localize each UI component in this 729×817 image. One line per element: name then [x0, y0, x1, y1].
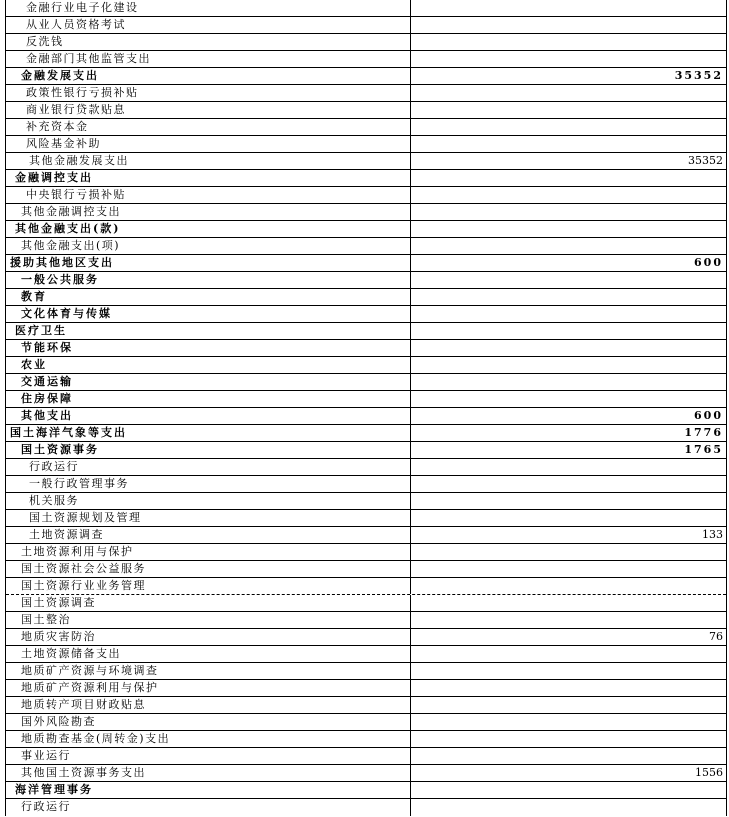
row-value: [411, 663, 726, 679]
row-label: 国外风险勘查: [6, 714, 411, 730]
row-value: [411, 646, 726, 662]
row-label: 金融发展支出: [6, 68, 411, 84]
row-value: [411, 323, 726, 339]
table-row: [6, 306, 726, 323]
row-value: 76: [709, 630, 723, 643]
table-row: [6, 408, 726, 425]
table-row: [6, 272, 726, 289]
row-label: 其他金融支出(款): [6, 221, 411, 237]
row-label: 行政运行: [6, 799, 411, 816]
row-label: 海洋管理事务: [6, 782, 411, 798]
row-label: 其他支出: [6, 408, 411, 424]
row-label: 医疗卫生: [6, 323, 411, 339]
table-row: [6, 799, 726, 816]
row-label: 地质灾害防治: [6, 629, 411, 645]
table-row: [6, 238, 726, 255]
row-label: 土地资源利用与保护: [6, 544, 411, 560]
table-row: [6, 374, 726, 391]
row-label: 其他金融调控支出: [6, 204, 411, 220]
table-row: [6, 714, 726, 731]
table-row: [6, 357, 726, 374]
table-row: [6, 476, 726, 493]
row-value: [411, 306, 726, 322]
row-label: 土地资源储备支出: [6, 646, 411, 662]
row-value: [411, 119, 726, 135]
table-row: [6, 187, 726, 204]
table-row: [6, 34, 726, 51]
row-label: 农业: [6, 357, 411, 373]
table-row: [6, 51, 726, 68]
row-label: 反洗钱: [6, 34, 411, 50]
row-label: 一般公共服务: [6, 272, 411, 288]
table-row: [6, 612, 726, 629]
row-label: 国土资源行业业务管理: [6, 578, 411, 594]
table-row: [6, 680, 726, 697]
table-row: [6, 493, 726, 510]
row-label: 一般行政管理事务: [6, 476, 411, 492]
row-label: 其他金融支出(项): [6, 238, 411, 254]
row-label: 行政运行: [6, 459, 411, 475]
row-value: [411, 17, 726, 33]
row-label: 其他金融发展支出: [6, 153, 411, 169]
row-label: 教育: [6, 289, 411, 305]
table-row: [6, 204, 726, 221]
row-value: [411, 612, 726, 628]
row-value: [411, 340, 726, 356]
table-row: [6, 153, 726, 170]
table-row: [6, 697, 726, 714]
row-value: [411, 476, 726, 492]
row-value: [411, 782, 726, 798]
table-row: [6, 731, 726, 748]
row-value: [411, 85, 726, 101]
row-value: [411, 510, 726, 526]
table-row: [6, 748, 726, 765]
table-row: [6, 646, 726, 663]
row-value: [411, 799, 726, 816]
table-row: [6, 629, 726, 646]
row-value: 600: [694, 409, 723, 422]
row-value: [411, 374, 726, 390]
row-label: 文化体育与传媒: [6, 306, 411, 322]
row-label: 金融调控支出: [6, 170, 411, 186]
row-value: [411, 493, 726, 509]
row-label: 国土资源社会公益服务: [6, 561, 411, 577]
row-label: 国土资源调查: [6, 595, 411, 611]
budget-table: [5, 0, 727, 816]
table-row: [6, 510, 726, 527]
row-value: [411, 221, 726, 237]
row-value: [411, 51, 726, 67]
row-label: 事业运行: [6, 748, 411, 764]
table-row: [6, 578, 726, 595]
row-value: 1776: [684, 426, 723, 439]
row-value: [411, 561, 726, 577]
row-label: 金融行业电子化建设: [6, 0, 411, 16]
table-row: [6, 85, 726, 102]
row-label: 节能环保: [6, 340, 411, 356]
row-label: 国土海洋气象等支出: [6, 425, 411, 441]
row-label: 其他国土资源事务支出: [6, 765, 411, 781]
table-row: [6, 663, 726, 680]
table-row: [6, 391, 726, 408]
row-label: 住房保障: [6, 391, 411, 407]
table-row: [6, 442, 726, 459]
row-value: 1556: [695, 766, 723, 779]
table-row: [6, 102, 726, 119]
row-label: 地质矿产资源利用与保护: [6, 680, 411, 696]
row-value: [411, 680, 726, 696]
row-value: [411, 544, 726, 560]
row-label: 地质矿产资源与环境调查: [6, 663, 411, 679]
row-value: [411, 578, 726, 594]
row-label: 国土资源事务: [6, 442, 411, 458]
table-row: [6, 323, 726, 340]
row-value: 35352: [674, 69, 723, 82]
table-row: [6, 255, 726, 272]
row-value: [411, 459, 726, 475]
row-label: 援助其他地区支出: [6, 255, 411, 271]
row-value: [411, 238, 726, 254]
table-row: [6, 527, 726, 544]
row-label: 风险基金补助: [6, 136, 411, 152]
row-label: 交通运输: [6, 374, 411, 390]
row-value: [411, 34, 726, 50]
row-value: 133: [702, 528, 723, 541]
row-value: 1765: [684, 443, 723, 456]
row-label: 土地资源调查: [6, 527, 411, 543]
row-value: [411, 204, 726, 220]
row-label: 地质转产项目财政贴息: [6, 697, 411, 713]
table-row: [6, 561, 726, 578]
table-row: [6, 0, 726, 17]
row-label: 机关服务: [6, 493, 411, 509]
table-row: [6, 765, 726, 782]
row-label: 国土资源规划及管理: [6, 510, 411, 526]
row-value: [411, 170, 726, 186]
row-value: [411, 0, 726, 16]
row-value: 600: [694, 256, 723, 269]
row-value: [411, 102, 726, 118]
row-label: 金融部门其他监管支出: [6, 51, 411, 67]
row-label: 中央银行亏损补贴: [6, 187, 411, 203]
row-value: [411, 748, 726, 764]
row-value: [411, 357, 726, 373]
row-label: 地质勘查基金(周转金)支出: [6, 731, 411, 747]
row-value: [411, 697, 726, 713]
table-row: [6, 221, 726, 238]
row-label: 政策性银行亏损补贴: [6, 85, 411, 101]
table-row: [6, 782, 726, 799]
table-row: [6, 170, 726, 187]
row-value: [411, 187, 726, 203]
row-label: 国土整治: [6, 612, 411, 628]
row-label: 商业银行贷款贴息: [6, 102, 411, 118]
table-row: [6, 595, 726, 612]
row-value: [411, 136, 726, 152]
table-row: [6, 119, 726, 136]
table-row: [6, 340, 726, 357]
table-row: [6, 68, 726, 85]
row-value: [411, 272, 726, 288]
table-row: [6, 289, 726, 306]
row-value: [411, 731, 726, 747]
table-row: [6, 136, 726, 153]
row-value: [411, 714, 726, 730]
table-row: [6, 459, 726, 476]
row-value: [411, 391, 726, 407]
row-label: 从业人员资格考试: [6, 17, 411, 33]
row-value: [411, 595, 726, 611]
table-row: [6, 17, 726, 34]
table-row: [6, 425, 726, 442]
table-row: [6, 544, 726, 561]
row-value: 35352: [688, 154, 723, 167]
row-label: 补充资本金: [6, 119, 411, 135]
row-value: [411, 289, 726, 305]
